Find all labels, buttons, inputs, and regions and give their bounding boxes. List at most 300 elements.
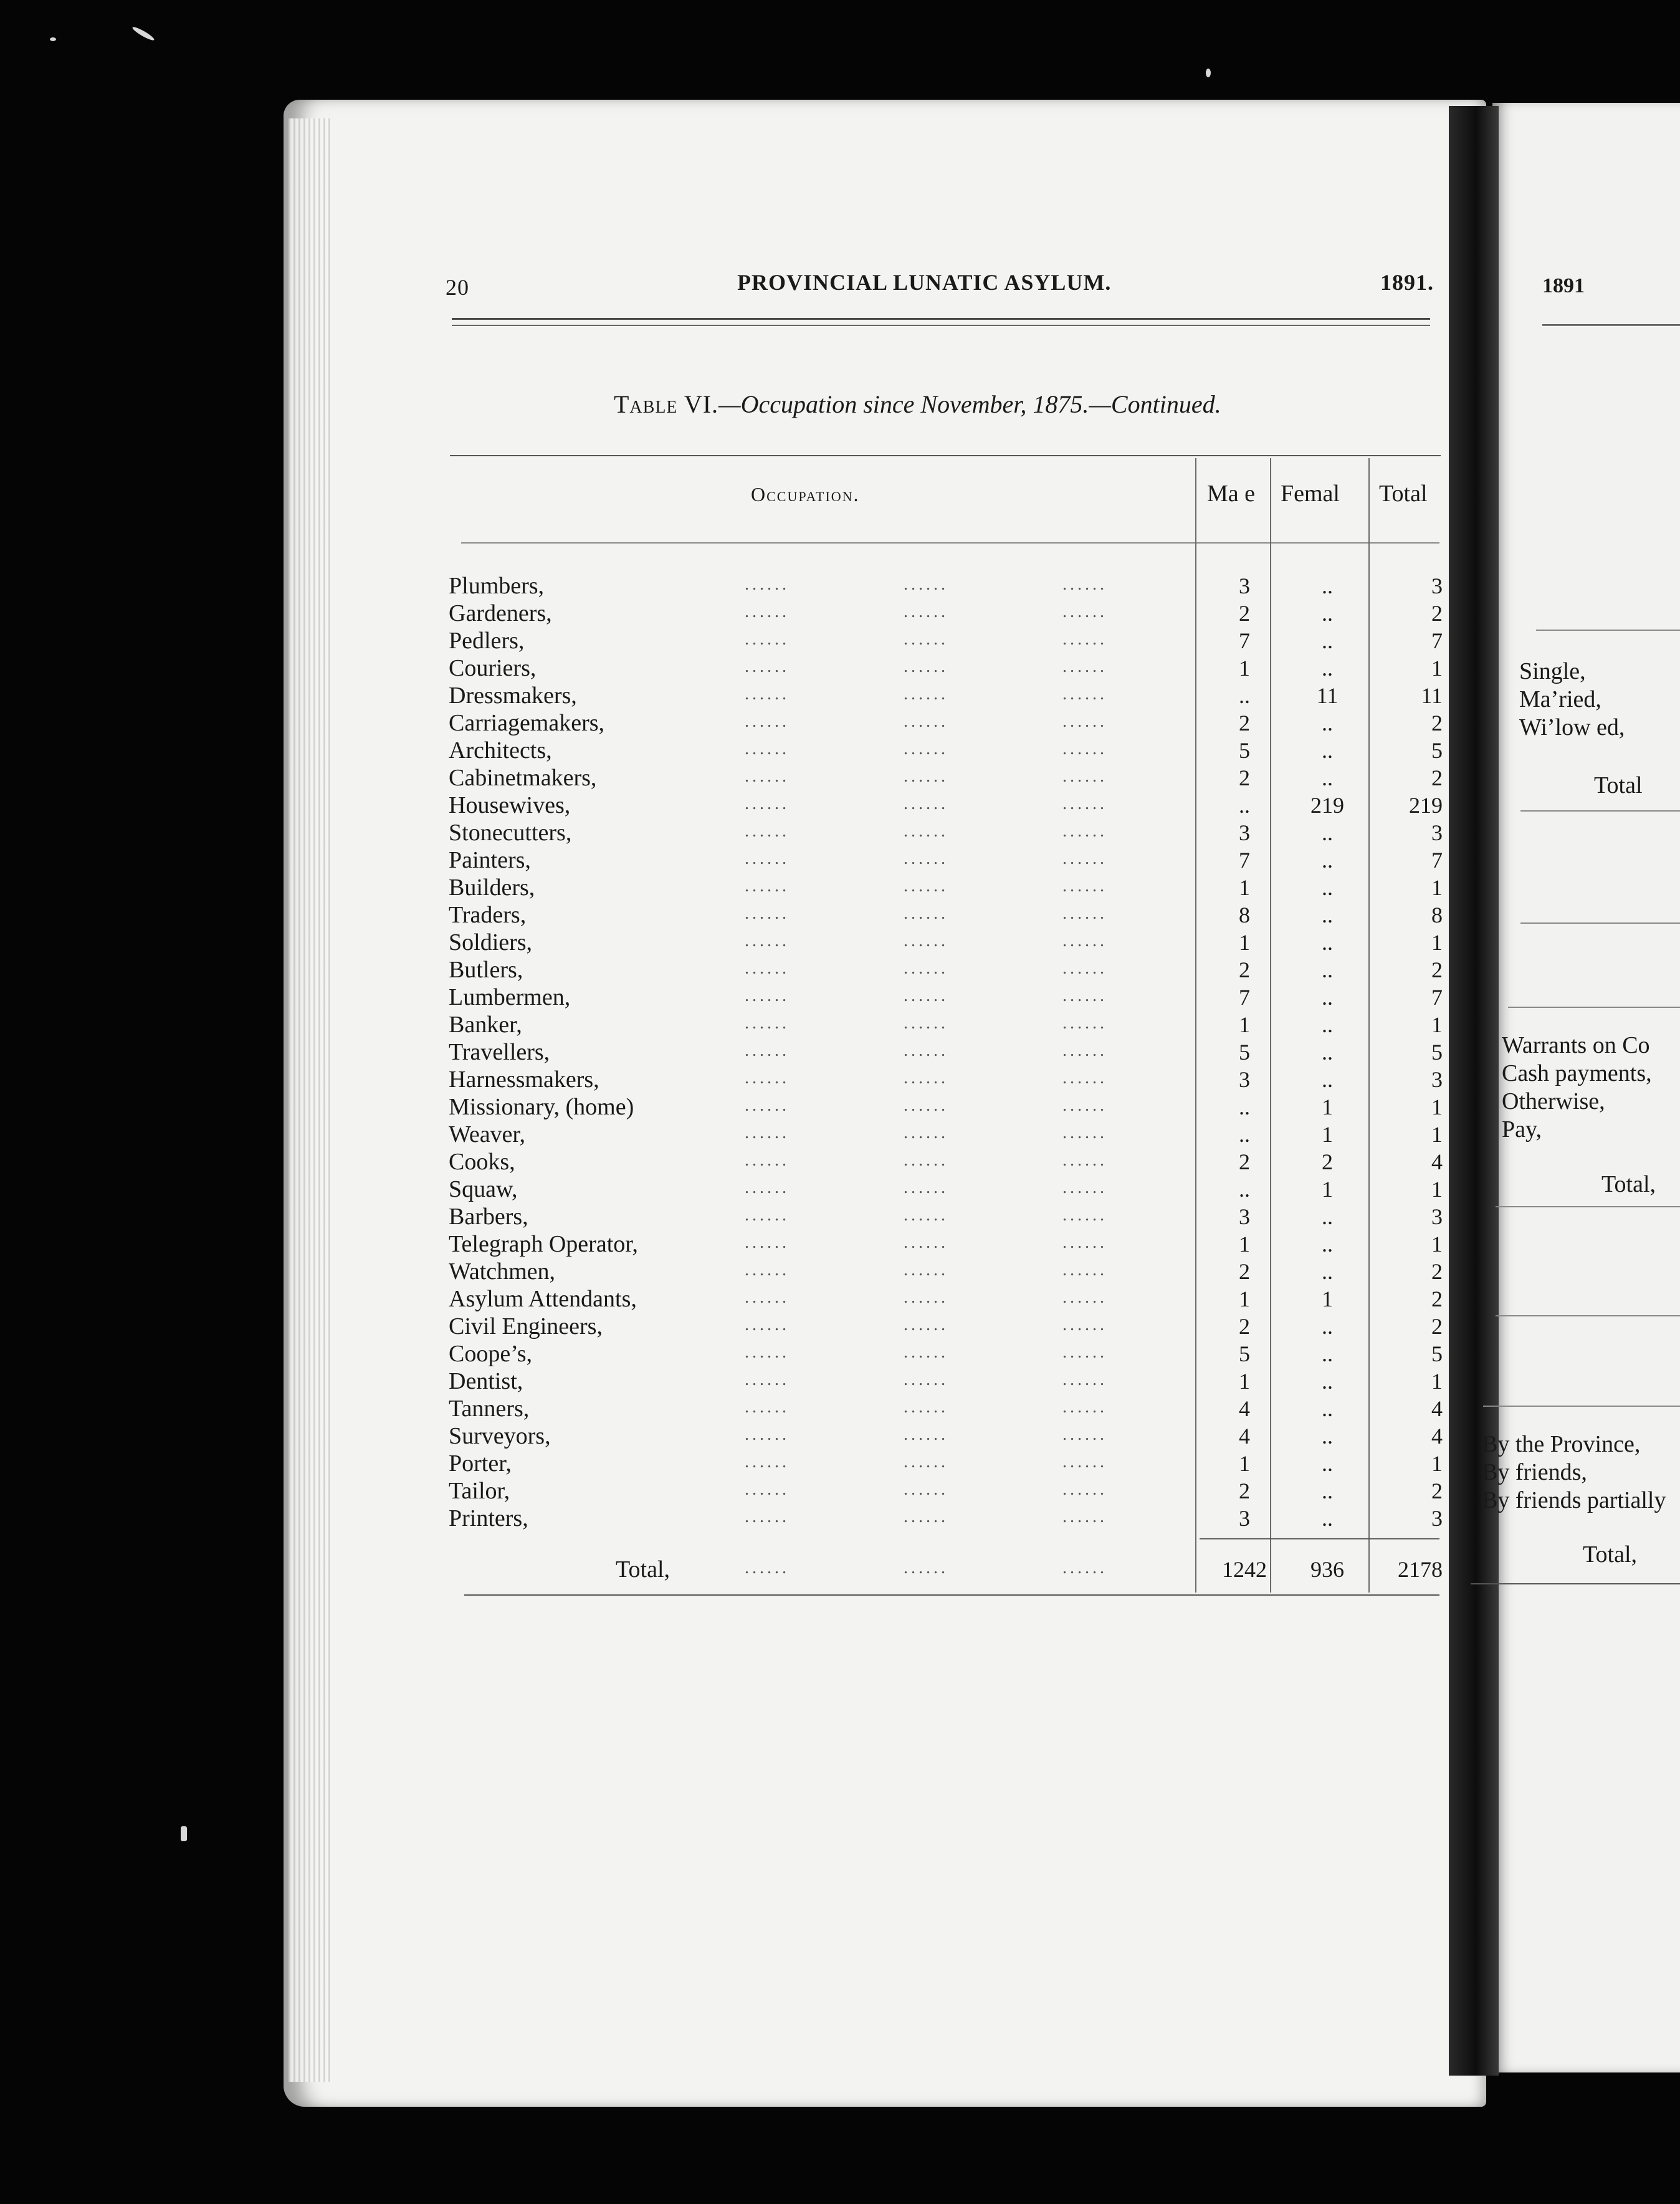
- right-page-line: Otherwise,: [1502, 1088, 1605, 1114]
- occupation-cell: Harnessmakers,: [449, 1066, 599, 1093]
- table-row: [449, 682, 1446, 709]
- total-cell: 1: [1431, 930, 1443, 955]
- male-cell: ..: [1239, 1122, 1250, 1147]
- female-cell: ..: [1322, 1067, 1333, 1092]
- total-cell: 2: [1431, 957, 1443, 982]
- table-row: [449, 956, 1446, 984]
- total-cell: 1: [1431, 1122, 1443, 1147]
- leader-dots: ......: [904, 1151, 948, 1170]
- female-cell: ..: [1322, 656, 1333, 681]
- occupation-cell: Tanners,: [449, 1396, 530, 1422]
- leader-dots: ......: [745, 1205, 790, 1225]
- male-cell: ..: [1239, 1177, 1250, 1202]
- female-cell: ..: [1322, 1478, 1333, 1503]
- right-page-year: 1891: [1542, 274, 1585, 297]
- leader-dots: ......: [1062, 1260, 1107, 1280]
- leader-dots: ......: [745, 575, 790, 594]
- occupation-cell: Stonecutters,: [449, 820, 572, 846]
- table-title: [614, 390, 1221, 419]
- leader-dots: ......: [1062, 1205, 1107, 1225]
- total-rule: [1200, 1538, 1439, 1540]
- leader-dots: ......: [904, 1425, 948, 1444]
- male-cell: 7: [1239, 985, 1250, 1010]
- grand-total: 2178: [1398, 1557, 1443, 1582]
- right-page-line: Warrants on Co: [1502, 1032, 1650, 1058]
- male-cell: 5: [1239, 738, 1250, 763]
- occupation-cell: Surveyors,: [449, 1423, 551, 1449]
- male-cell: 1: [1239, 656, 1250, 681]
- male-cell: 1: [1239, 1232, 1250, 1257]
- leader-dots: ......: [745, 904, 790, 923]
- leader-dots: ......: [904, 1178, 948, 1197]
- female-cell: 1: [1322, 1286, 1333, 1311]
- female-cell: ..: [1322, 711, 1333, 735]
- table-row: [449, 1422, 1446, 1450]
- male-cell: 2: [1239, 1478, 1250, 1503]
- leader-dots: ......: [745, 876, 790, 896]
- male-cell: ..: [1239, 793, 1250, 818]
- right-page-line: Wi’low ed,: [1519, 714, 1625, 740]
- leader-dots: ......: [1062, 822, 1107, 841]
- leader-dots: ......: [745, 1260, 790, 1280]
- male-cell: 2: [1239, 1149, 1250, 1174]
- right-page-line: Single,: [1519, 658, 1586, 684]
- leader-dots: ......: [1062, 712, 1107, 731]
- leader-dots: ......: [1062, 1013, 1107, 1033]
- leader-dots: ......: [904, 1096, 948, 1115]
- table-row: [449, 1477, 1446, 1505]
- leader-dots: ......: [1062, 849, 1107, 868]
- right-page-total: Total,: [1583, 1541, 1638, 1568]
- total-cell: 7: [1431, 848, 1443, 873]
- leader-dots: ......: [904, 1233, 948, 1252]
- leader-dots: ......: [1062, 657, 1107, 676]
- female-cell: ..: [1322, 875, 1333, 900]
- leader-dots: ......: [1062, 1096, 1107, 1115]
- male-cell: 1: [1239, 1286, 1250, 1311]
- table-row: [449, 874, 1446, 901]
- leader-dots: ......: [1062, 1288, 1107, 1307]
- column-header-occupation: Occupation.: [751, 483, 860, 505]
- leader-dots: ......: [745, 712, 790, 731]
- leader-dots: ......: [1062, 1480, 1107, 1499]
- total-cell: 2: [1431, 1314, 1443, 1339]
- leader-dots: ......: [1062, 1558, 1107, 1578]
- total-cell: 2: [1431, 601, 1443, 626]
- occupation-cell: Plumbers,: [449, 573, 545, 599]
- right-page-line: Pay,: [1502, 1116, 1542, 1143]
- table-row: [449, 1230, 1446, 1258]
- table-row: [449, 1176, 1446, 1203]
- leader-dots: ......: [745, 1397, 790, 1417]
- female-cell: 1: [1322, 1122, 1333, 1147]
- occupation-cell: Lumbermen,: [449, 984, 571, 1010]
- leader-dots: ......: [904, 657, 948, 676]
- total-cell: 1: [1431, 1369, 1443, 1394]
- female-cell: ..: [1322, 903, 1333, 927]
- table-row: [449, 1148, 1446, 1176]
- occupation-cell: Printers,: [449, 1505, 528, 1531]
- table-row: [449, 1121, 1446, 1148]
- leader-dots: ......: [904, 684, 948, 704]
- right-page-total: Total,: [1601, 1171, 1656, 1197]
- occupation-cell: Soldiers,: [449, 929, 533, 956]
- table-row: [449, 984, 1446, 1011]
- total-cell: 5: [1431, 738, 1443, 763]
- female-cell: 219: [1310, 793, 1344, 818]
- leader-dots: ......: [745, 931, 790, 951]
- female-cell: ..: [1322, 628, 1333, 653]
- table-row: [449, 1340, 1446, 1368]
- leader-dots: ......: [745, 1041, 790, 1060]
- table-row: [449, 1450, 1446, 1477]
- occupation-cell: Civil Engineers,: [449, 1313, 603, 1339]
- leader-dots: ......: [745, 794, 790, 813]
- total-cell: 3: [1431, 820, 1443, 845]
- total-cell: 1: [1431, 1095, 1443, 1119]
- leader-dots: ......: [745, 767, 790, 786]
- dust-speck: [50, 37, 56, 41]
- total-cell: 1: [1431, 875, 1443, 900]
- leader-dots: ......: [1062, 1151, 1107, 1170]
- total-cell: 2: [1431, 1478, 1443, 1503]
- occupation-cell: Gardeners,: [449, 600, 552, 626]
- table-row: [449, 1285, 1446, 1313]
- leader-dots: ......: [1062, 876, 1107, 896]
- leader-dots: ......: [745, 1452, 790, 1472]
- table-row: [449, 600, 1446, 627]
- leader-dots: ......: [904, 1123, 948, 1143]
- female-cell: ..: [1322, 601, 1333, 626]
- leader-dots: ......: [745, 1558, 790, 1578]
- leader-dots: ......: [745, 822, 790, 841]
- total-cell: 1: [1431, 656, 1443, 681]
- leader-dots: ......: [904, 1315, 948, 1334]
- female-cell: ..: [1322, 985, 1333, 1010]
- table-title-italic: —Occupation since November, 1875.—Continued.: [718, 390, 1221, 418]
- male-cell: 2: [1239, 1259, 1250, 1284]
- table-row: [449, 1066, 1446, 1093]
- leader-dots: ......: [904, 1260, 948, 1280]
- leader-dots: ......: [1062, 575, 1107, 594]
- leader-dots: ......: [1062, 1452, 1107, 1472]
- dust-speck: [1206, 69, 1211, 77]
- leader-dots: ......: [1062, 959, 1107, 978]
- leader-dots: ......: [1062, 1233, 1107, 1252]
- leader-dots: ......: [1062, 1041, 1107, 1060]
- table-row: [449, 1505, 1446, 1532]
- table-row: [449, 1093, 1446, 1121]
- leader-dots: ......: [904, 1370, 948, 1389]
- table-row: [449, 572, 1446, 600]
- occupation-cell: Dressmakers,: [449, 683, 577, 709]
- leader-dots: ......: [904, 794, 948, 813]
- total-cell: 1: [1431, 1451, 1443, 1476]
- right-page-rule: [1471, 1583, 1680, 1584]
- female-cell: ..: [1322, 1040, 1333, 1065]
- table-row: [449, 901, 1446, 929]
- total-cell: 1: [1431, 1012, 1443, 1037]
- male-cell: 5: [1239, 1040, 1250, 1065]
- occupation-cell: Asylum Attendants,: [449, 1286, 637, 1312]
- male-cell: 3: [1239, 1506, 1250, 1531]
- female-cell: 11: [1316, 683, 1339, 708]
- leader-dots: ......: [904, 1205, 948, 1225]
- dust-speck: [181, 1826, 187, 1841]
- leader-dots: ......: [745, 849, 790, 868]
- female-cell: ..: [1322, 1341, 1333, 1366]
- table-row: [449, 846, 1446, 874]
- male-cell: 7: [1239, 848, 1250, 873]
- male-cell: 2: [1239, 957, 1250, 982]
- occupation-cell: Cabinetmakers,: [449, 765, 597, 791]
- leader-dots: ......: [1062, 1397, 1107, 1417]
- table-row: [449, 1203, 1446, 1230]
- male-cell: 1: [1239, 875, 1250, 900]
- male-cell: 7: [1239, 628, 1250, 653]
- male-cell: 8: [1239, 903, 1250, 927]
- male-cell: 5: [1239, 1341, 1250, 1366]
- leader-dots: ......: [904, 986, 948, 1005]
- female-cell: ..: [1322, 1506, 1333, 1531]
- total-cell: 5: [1431, 1040, 1443, 1065]
- leader-dots: ......: [1062, 1068, 1107, 1088]
- total-cell: 11: [1421, 683, 1443, 708]
- male-cell: 2: [1239, 711, 1250, 735]
- leader-dots: ......: [1062, 1343, 1107, 1362]
- leader-dots: ......: [745, 1507, 790, 1526]
- male-cell: 4: [1239, 1396, 1250, 1421]
- total-cell: 4: [1431, 1396, 1443, 1421]
- leader-dots: ......: [745, 1178, 790, 1197]
- female-cell: ..: [1322, 573, 1333, 598]
- leader-dots: ......: [904, 712, 948, 731]
- occupation-cell: Cooks,: [449, 1149, 515, 1175]
- male-cell: 1: [1239, 930, 1250, 955]
- male-cell: 2: [1239, 1314, 1250, 1339]
- leader-dots: ......: [745, 684, 790, 704]
- right-page-line: By the Province,: [1482, 1431, 1641, 1457]
- occupation-cell: Coope’s,: [449, 1341, 533, 1367]
- leader-dots: ......: [904, 876, 948, 896]
- leader-dots: ......: [745, 1315, 790, 1334]
- leader-dots: ......: [1062, 630, 1107, 649]
- leader-dots: ......: [1062, 1123, 1107, 1143]
- female-cell: ..: [1322, 930, 1333, 955]
- right-page-rule: [1520, 810, 1680, 812]
- leader-dots: ......: [904, 1480, 948, 1499]
- occupation-cell: Architects,: [449, 737, 552, 764]
- right-page-line: Cash payments,: [1502, 1060, 1652, 1086]
- leader-dots: ......: [1062, 1178, 1107, 1197]
- male-cell: 4: [1239, 1424, 1250, 1449]
- leader-dots: ......: [745, 1013, 790, 1033]
- leader-dots: ......: [1062, 1425, 1107, 1444]
- right-page-rule: [1508, 1007, 1680, 1008]
- occupation-cell: Builders,: [449, 874, 535, 901]
- female-cell: ..: [1322, 1232, 1333, 1257]
- female-cell: ..: [1322, 957, 1333, 982]
- table-row: [449, 819, 1446, 846]
- female-cell: 1: [1322, 1095, 1333, 1119]
- male-cell: 2: [1239, 601, 1250, 626]
- total-cell: 3: [1431, 573, 1443, 598]
- occupation-cell: Pedlers,: [449, 628, 525, 654]
- table-row: [449, 764, 1446, 792]
- right-page-rule: [1542, 324, 1680, 326]
- table-row: [449, 627, 1446, 654]
- occupation-cell: Barbers,: [449, 1204, 528, 1230]
- male-cell: 1: [1239, 1369, 1250, 1394]
- leader-dots: ......: [904, 959, 948, 978]
- total-cell: 8: [1431, 903, 1443, 927]
- leader-dots: ......: [904, 1068, 948, 1088]
- total-cell: 3: [1431, 1506, 1443, 1531]
- female-cell: ..: [1322, 1012, 1333, 1037]
- occupation-cell: Couriers,: [449, 655, 537, 681]
- female-cell: ..: [1322, 848, 1333, 873]
- table-row: [449, 1313, 1446, 1340]
- leader-dots: ......: [904, 1013, 948, 1033]
- dust-speck: [131, 26, 156, 42]
- leader-dots: ......: [745, 959, 790, 978]
- right-page-rule: [1520, 922, 1680, 924]
- book-gutter: [1449, 106, 1499, 2076]
- header-year: 1891.: [1380, 270, 1434, 295]
- leader-dots: ......: [1062, 602, 1107, 621]
- leader-dots: ......: [745, 986, 790, 1005]
- female-cell: ..: [1322, 1369, 1333, 1394]
- table-row: [449, 1368, 1446, 1395]
- occupation-cell: Weaver,: [449, 1121, 526, 1148]
- right-page-line: By friends partially: [1482, 1487, 1666, 1513]
- table-row: [449, 737, 1446, 764]
- leader-dots: ......: [1062, 1315, 1107, 1334]
- occupation-cell: Watchmen,: [449, 1258, 556, 1285]
- total-cell: 2: [1431, 1286, 1443, 1311]
- male-cell: 3: [1239, 1067, 1250, 1092]
- occupation-cell: Dentist,: [449, 1368, 523, 1394]
- male-cell: 3: [1239, 1204, 1250, 1229]
- leader-dots: ......: [745, 602, 790, 621]
- leader-dots: ......: [904, 1507, 948, 1526]
- male-cell: ..: [1239, 683, 1250, 708]
- female-cell: ..: [1322, 1451, 1333, 1476]
- leader-dots: ......: [904, 1558, 948, 1578]
- total-cell: 3: [1431, 1204, 1443, 1229]
- column-header-male: Ma e: [1207, 481, 1256, 507]
- table-row: [449, 1011, 1446, 1038]
- leader-dots: ......: [1062, 794, 1107, 813]
- occupation-cell: Travellers,: [449, 1039, 550, 1065]
- female-cell: ..: [1322, 1424, 1333, 1449]
- leader-dots: ......: [745, 1370, 790, 1389]
- table-row: [449, 1258, 1446, 1285]
- female-cell: ..: [1322, 820, 1333, 845]
- female-cell: ..: [1322, 765, 1333, 790]
- leader-dots: ......: [904, 1041, 948, 1060]
- running-title: PROVINCIAL LUNATIC ASYLUM.: [737, 270, 1112, 295]
- table-header-rule: [461, 542, 1439, 544]
- male-cell: 1: [1239, 1012, 1250, 1037]
- leader-dots: ......: [904, 1343, 948, 1362]
- occupation-cell: Tailor,: [449, 1478, 510, 1504]
- right-page-line: Ma’ried,: [1519, 686, 1601, 712]
- column-header-total: Total: [1379, 481, 1428, 507]
- leader-dots: ......: [745, 1288, 790, 1307]
- occupation-cell: Telegraph Operator,: [449, 1231, 638, 1257]
- leader-dots: ......: [904, 630, 948, 649]
- leader-dots: ......: [904, 931, 948, 951]
- leader-dots: ......: [904, 1288, 948, 1307]
- total-cell: 7: [1431, 985, 1443, 1010]
- occupation-cell: Porter,: [449, 1450, 512, 1477]
- leader-dots: ......: [904, 822, 948, 841]
- female-cell: 2: [1322, 1149, 1333, 1174]
- occupation-cell: Carriagemakers,: [449, 710, 605, 736]
- occupation-cell: Traders,: [449, 902, 527, 928]
- column-header-female: Femal: [1281, 481, 1340, 507]
- leader-dots: ......: [904, 1397, 948, 1417]
- female-cell: ..: [1322, 1396, 1333, 1421]
- right-page-rule: [1496, 1315, 1680, 1316]
- leader-dots: ......: [1062, 1370, 1107, 1389]
- table-bottom-rule: [464, 1594, 1439, 1596]
- leader-dots: ......: [745, 739, 790, 759]
- page-number: 20: [446, 275, 469, 300]
- leader-dots: ......: [1062, 931, 1107, 951]
- table-row: [449, 709, 1446, 737]
- leader-dots: ......: [904, 849, 948, 868]
- total-cell: 219: [1409, 793, 1443, 818]
- total-cell: 2: [1431, 711, 1443, 735]
- female-cell: ..: [1322, 1314, 1333, 1339]
- total-cell: 4: [1431, 1149, 1443, 1174]
- leader-dots: ......: [745, 1096, 790, 1115]
- male-cell: 2: [1239, 765, 1250, 790]
- leader-dots: ......: [745, 1123, 790, 1143]
- leader-dots: ......: [1062, 986, 1107, 1005]
- total-cell: 4: [1431, 1424, 1443, 1449]
- right-page-total: Total: [1594, 772, 1643, 798]
- leader-dots: ......: [904, 904, 948, 923]
- occupation-cell: Missionary, (home): [449, 1094, 634, 1120]
- total-label: Total,: [616, 1556, 671, 1583]
- leader-dots: ......: [1062, 1507, 1107, 1526]
- female-cell: ..: [1322, 1204, 1333, 1229]
- male-total: 1242: [1222, 1557, 1267, 1582]
- male-cell: 3: [1239, 820, 1250, 845]
- total-cell: 7: [1431, 628, 1443, 653]
- occupation-cell: Painters,: [449, 847, 531, 873]
- table-row: [449, 654, 1446, 682]
- leader-dots: ......: [904, 575, 948, 594]
- right-page-line: By friends,: [1482, 1459, 1587, 1485]
- female-total: 936: [1310, 1557, 1344, 1582]
- right-page-rule: [1483, 1406, 1680, 1407]
- leader-dots: ......: [745, 1425, 790, 1444]
- total-cell: 3: [1431, 1067, 1443, 1092]
- leader-dots: ......: [904, 767, 948, 786]
- leader-dots: ......: [745, 1151, 790, 1170]
- total-cell: 2: [1431, 765, 1443, 790]
- total-cell: 5: [1431, 1341, 1443, 1366]
- occupation-cell: Butlers,: [449, 957, 523, 983]
- leader-dots: ......: [904, 1452, 948, 1472]
- table-top-rule: [450, 455, 1441, 456]
- male-cell: 1: [1239, 1451, 1250, 1476]
- female-cell: 1: [1322, 1177, 1333, 1202]
